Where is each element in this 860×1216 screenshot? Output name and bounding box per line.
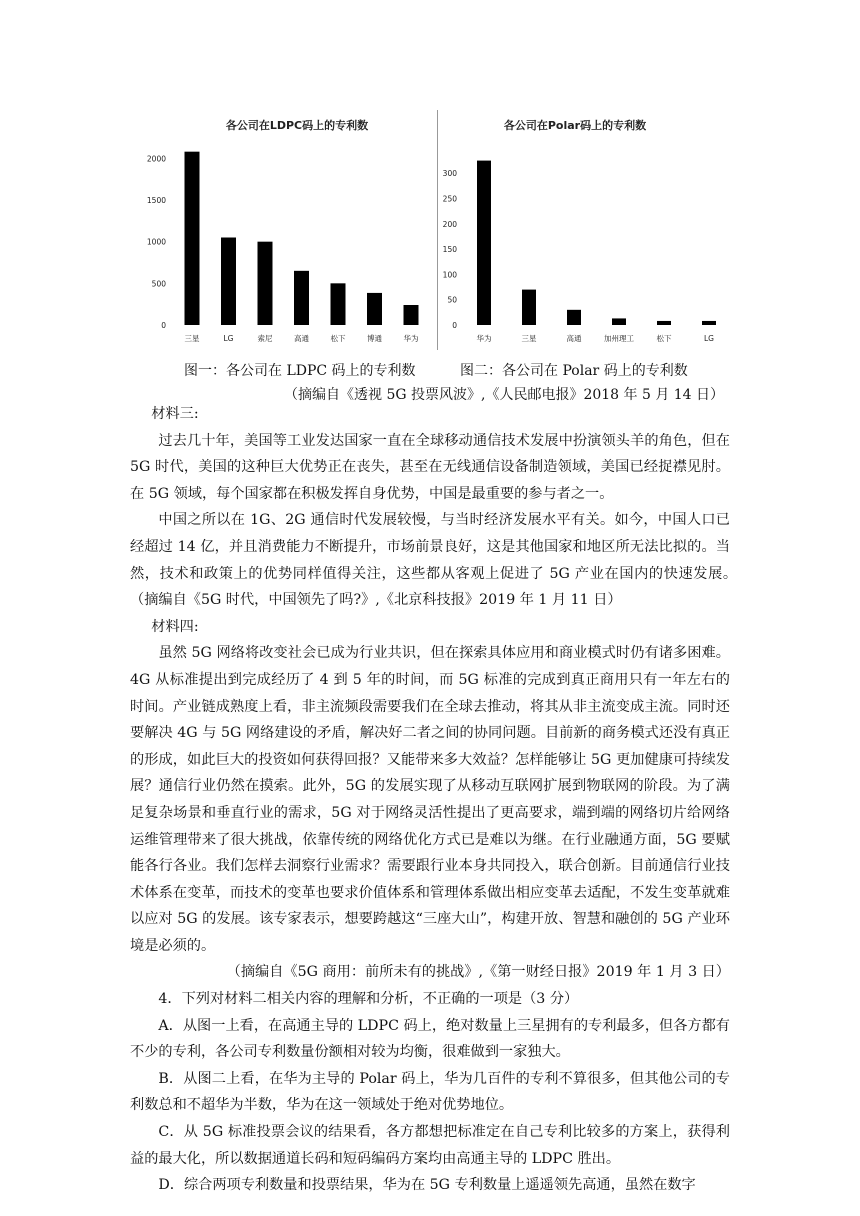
material3-paragraph-2: 中国之所以在 1G、2G 通信时代发展较慢，与当时经济发展水平有关。如今，中国人口已经超过 14 亿，并且消费能力不断提升，市场前景良好，这是其他国家和地区所无法比拟的。当然，技术和政策上的优势同样值得关注，这些都从客观上促进了 5G 产业在国内的快速发展。 （摘编自《5G 时代，中国领先了吗?》,《北京科技报》2019 年 1 月 11 日）: [130, 512, 759, 609]
ldpc-chart-bar-3: [294, 271, 309, 325]
polar-chart-title: 各公司在Polar码上的专利数: [503, 119, 647, 132]
ldpc-chart-xtick-5: 博通: [367, 334, 382, 343]
option-c: C．从 5G 标准投票会议的结果看，各方都想把标准定在自己专利比较多的方案上，获得利益的最大化，所以数据通道长码和短码编码方案均由高通主导的 LDPC 胜出。: [130, 1124, 730, 1167]
ldpc-chart-bar-6: [404, 305, 419, 325]
polar-chart-ytick-6: 300: [442, 169, 457, 179]
ldpc-chart-ytick-1: 500: [151, 279, 166, 289]
ldpc-chart-bar-5: [367, 293, 382, 325]
ldpc-chart-ytick-3: 1500: [146, 196, 166, 205]
charts-area: [140, 108, 740, 358]
chart-divider: [437, 110, 438, 350]
polar-chart-bar-2: [567, 310, 581, 325]
ldpc-chart-ytick-2: 1000: [146, 237, 166, 247]
material3-label: 材料三:: [151, 406, 199, 422]
polar-chart-ytick-5: 250: [442, 194, 457, 204]
ldpc-chart-xtick-4: 松下: [330, 334, 346, 343]
polar-chart-ytick-3: 150: [442, 245, 457, 255]
ldpc-chart-xtick-6: 华为: [403, 334, 419, 343]
polar-chart-bar-3: [612, 318, 626, 325]
polar-chart-svg: [440, 108, 740, 358]
polar-chart-xtick-0: 华为: [476, 334, 492, 343]
option-a: A．从图一上看，在高通主导的 LDPC 码上，绝对数量上三星拥有的专利最多，但各方都有不少的专利，各公司专利数量份额相对较为均衡，很难做到一家独大。: [130, 1017, 730, 1061]
material3-paragraph-1: 过去几十年，美国等工业发达国家一直在全球移动通信技术发展中扮演领头羊的角色，但在 5G 时代，美国的这种巨大优势正在丧失，甚至在无线通信设备制造领域，美国已经捉襟见肘。在 5G 领域，每个国家都在积极发挥自身优势，中国是最重要的参与者之一。: [130, 432, 730, 502]
polar-chart-xtick-4: 松下: [656, 334, 672, 343]
option-b: B．从图二上看，在华为主导的 Polar 码上，华为几百件的专利不算很多，但其他公司的专利数总和不超华为半数，华为在这一领域处于绝对优势地位。: [130, 1070, 730, 1114]
ldpc-chart-ytick-0: 0: [161, 321, 166, 330]
polar-chart-xtick-2: 高通: [566, 334, 582, 343]
ldpc-chart-bar-1: [221, 238, 236, 326]
ldpc-chart-xtick-1: LG: [223, 334, 234, 343]
main-text: [130, 401, 759, 1199]
figure2-caption: 图二：各公司在 Polar 码上的专利数: [460, 363, 688, 379]
ldpc-chart-title: 各公司在LDPC码上的专利数: [225, 119, 369, 132]
polar-chart-xtick-1: 三星: [521, 334, 537, 343]
figure-source: （摘编自《透视 5G 投票风波》,《人民邮电报》2018 年 5 月 14 日）: [284, 387, 725, 403]
ldpc-chart-ytick-4: 2000: [146, 154, 166, 164]
ldpc-chart-svg: [140, 108, 435, 358]
polar-chart-ytick-1: 50: [447, 295, 457, 305]
polar-chart-bar-0: [477, 161, 491, 325]
polar-chart-ytick-4: 200: [442, 219, 457, 229]
ldpc-chart: [140, 108, 435, 358]
polar-chart: [440, 108, 740, 358]
polar-chart-bar-4: [657, 321, 671, 325]
polar-chart-bar-1: [522, 290, 536, 325]
material4-source: （摘编自《5G 商用：前所未有的挑战》,《第一财经日报》2019 年 1 月 3 日）: [226, 964, 730, 981]
figure1-caption: 图一：各公司在 LDPC 码上的专利数: [184, 363, 416, 379]
polar-chart-bar-5: [702, 321, 716, 325]
ldpc-chart-bar-0: [185, 152, 200, 325]
ldpc-chart-xtick-2: 索尼: [257, 334, 273, 343]
ldpc-chart-bar-4: [331, 283, 346, 325]
polar-chart-xtick-3: 加州理工: [604, 334, 634, 343]
polar-chart-ytick-0: 0: [452, 321, 457, 330]
ldpc-chart-xtick-3: 高通: [294, 334, 309, 343]
polar-chart-xtick-5: LG: [704, 334, 714, 343]
material4-label: 材料四:: [151, 618, 199, 635]
polar-chart-ytick-2: 100: [442, 270, 457, 280]
ldpc-chart-bar-2: [258, 242, 273, 325]
question-stem: 4．下列对材料二相关内容的理解和分析，不正确的一项是（3 分）: [158, 991, 579, 1008]
option-d: D．综合两项专利数量和投票结果，华为在 5G 专利数量上遥遥领先高通，虽然在数字: [158, 1177, 696, 1194]
ldpc-chart-xtick-0: 三星: [184, 334, 200, 343]
material4-paragraph: 虽然 5G 网络将改变社会已成为行业共识，但在探索具体应用和商业模式时仍有诸多困难。4G 从标准提出到完成经历了 4 到 5 年的时间，而 5G 标准的完成到真正商用只有一年左右的时间。产业链成熟度上看，非主流频段需要我们在全球去推动，将其从非主流变成主流。同时还要解决 4G 与 5G 网络建设的矛盾，解决好二者之间的协同问题。目前新的商务模式还没有真正的形成，如此巨大的投资如何获得回报？又能带来多大效益？怎样能够让 5G 更加健康可持续发展？通信行业仍然在摸索。此外，5G 的发展实现了从移动互联网扩展到物联网的阶段。为了满足复杂场景和垂直行业的需求，5G 对于网络灵活性提出了更高要求，端到端的网络切片给网络运维管理带来了很大挑战，依靠传统的网络优化方式已是难以为继。在行业融通方面，5G 要赋能各行各业。我们怎样去洞察行业需求？需要跟行业本身共同投入，联合创新。目前通信行业技术体系在变革，而技术的变革也要求价值体系和管理体系做出相应变革去适配，不发生变革就难以应对 5G 的发展。该专家表示，想要跨越这“三座大山”，构建开放、智慧和融创的 5G 产业环境是必须的。: [130, 645, 730, 954]
